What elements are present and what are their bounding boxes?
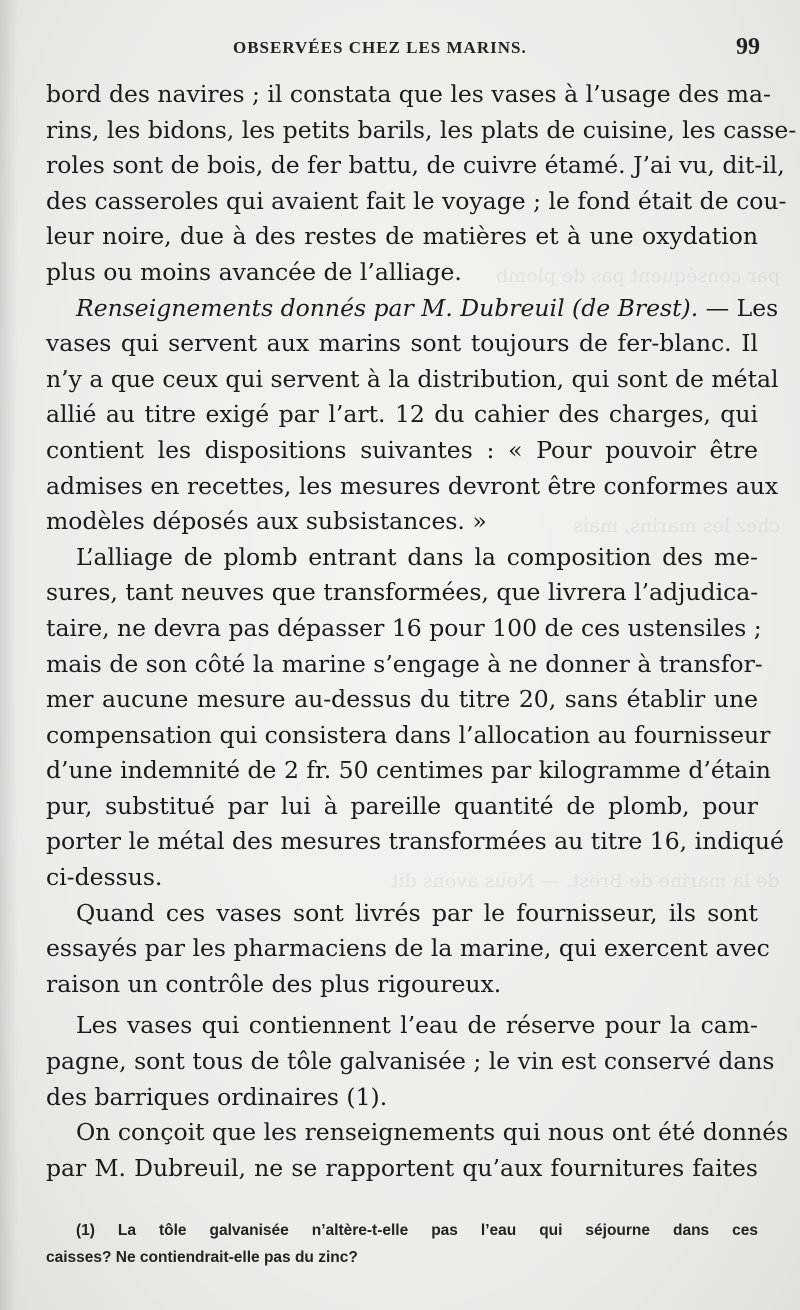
text-line: admises en recettes, les mesures devront être conformes aux [46, 471, 779, 500]
text-line: modèles déposés aux subsistances. » [46, 507, 487, 536]
show-through-text: chez les marins, mais [572, 515, 780, 537]
text-line: leur noire, due à des restes de matières et à une oxydation [46, 222, 758, 251]
text-line: mer aucune mesure au-dessus du titre 20, sans établir une [46, 685, 758, 714]
page-number: 99 [736, 34, 760, 60]
show-through-text: par conséquent pas de plomb [495, 265, 780, 287]
text-line: sures, tant neuves que transformées, que livrera l’adjudica- [46, 578, 759, 607]
footnote-line: (1) La tôle galvanisée n’altère-t-elle pas l’eau qui séjourne dans ces [76, 1222, 758, 1239]
text-line: n’y a que ceux qui servent à la distribution, qui sont de métal [46, 364, 779, 393]
footnote [46, 1217, 758, 1271]
text-line: mais de son côté la marine s’engage à ne donner à transfor- [46, 649, 763, 678]
text-line: plus ou moins avancée de l’alliage. [46, 257, 462, 286]
text-line: allié au titre exigé par l’art. 12 du cahier des charges, qui [46, 400, 758, 429]
text-line: raison un contrôle des plus rigoureux. [46, 969, 502, 998]
text-line: taire, ne devra pas dépasser 16 pour 100 de ces ustensiles ; [46, 613, 762, 642]
body-text [46, 77, 797, 1186]
text-line: rins, les bidons, les petits barils, les plats de cuisine, les casse- [46, 115, 797, 144]
italic-heading: Renseignements donnés par M. Dubreuil (de Brest). [76, 293, 699, 322]
text-line [46, 291, 779, 327]
text-line: contient les dispositions suivantes : « Pour pouvoir être [46, 435, 758, 464]
text-line: des casseroles qui avaient fait le voyage ; le fond était de cou- [46, 186, 787, 215]
text-line: compensation qui consistera dans l’allocation au fournisseur [46, 720, 771, 749]
text-line: par M. Dubreuil, ne se rapportent qu’aux fournitures faites [46, 1153, 758, 1182]
text-line: ci-dessus. [46, 863, 163, 892]
text-line: bord des navires ; il constata que les vases à l’usage des ma- [46, 80, 771, 108]
text-line: essayés par les pharmaciens de la marine, qui exercent avec [46, 934, 770, 963]
text-line: d’une indemnité de 2 fr. 50 centimes par kilogramme d’étain [46, 756, 771, 785]
text-line: des barriques ordinaires (1). [46, 1082, 388, 1111]
text-line: Quand ces vases sont livrés par le fournisseur, ils sont [76, 898, 758, 927]
text-line: Les vases qui contiennent l’eau de réserve pour la cam- [76, 1011, 758, 1040]
show-through-text: de la marine de Brest. — Nous avons dit [391, 870, 780, 892]
text-line: roles sont de bois, de fer battu, de cuivre étamé. J’ai vu, dit-il, [46, 151, 785, 180]
text-line: L’alliage de plomb entrant dans la composition des me- [76, 542, 758, 571]
text-line: pagne, sont tous de tôle galvanisée ; le vin est conservé dans [46, 1047, 775, 1076]
text-line: pur, substitué par lui à pareille quantité de plomb, pour [46, 791, 758, 820]
footnote-line: caisses? Ne contiendrait-elle pas du zinc? [46, 1249, 358, 1266]
text-line: vases qui servent aux marins sont toujours de fer-blanc. Il [46, 329, 758, 358]
text-fragment: — Les [698, 293, 779, 322]
running-head: OBSERVÉES CHEZ LES MARINS. [233, 38, 527, 57]
text-line: On conçoit que les renseignements qui nous ont été donnés [76, 1118, 789, 1147]
text-line: porter le métal des mesures transformées au titre 16, indiqué [46, 827, 784, 856]
